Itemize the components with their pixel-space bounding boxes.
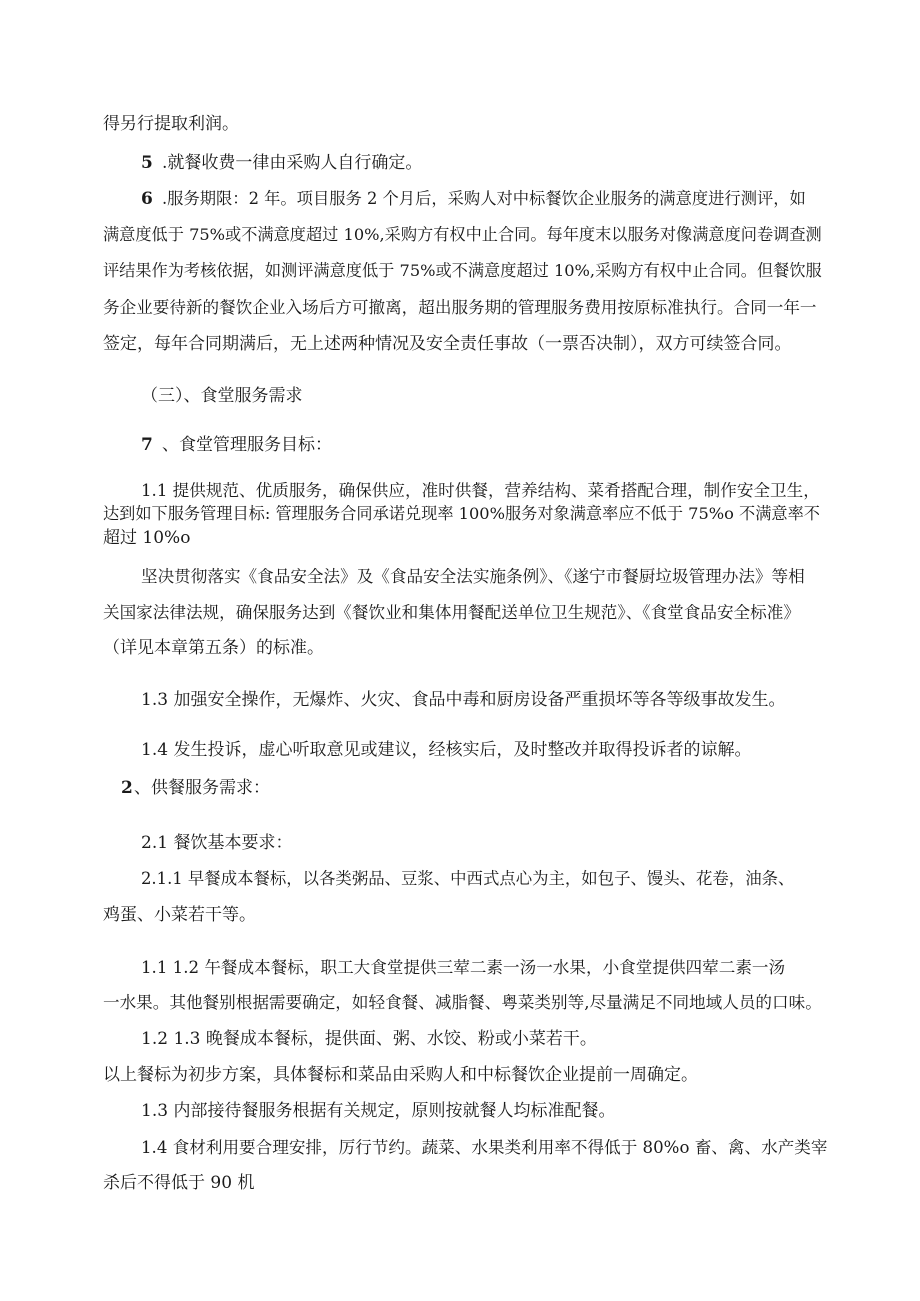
list-number: 6 [141, 189, 153, 209]
section-heading: （三）、食堂服务需求 [141, 386, 303, 406]
text-line: 1.4 食材利用要合理安排，厉行节约。蔬菜、水果类利用率不得低于 80%o 畜、禽、水产类宰 [141, 1138, 828, 1157]
list-number: 7 [141, 435, 153, 455]
text-line: 以上餐标为初步方案，具体餐标和菜品由采购人和中标餐饮企业提前一周确定。 [103, 1065, 698, 1085]
text-line: 2.1.1 早餐成本餐标，以各类粥品、豆浆、中西式点心为主，如包子、馒头、花卷，油条、 [141, 869, 795, 888]
text-line: 评结果作为考核依据，如测评满意度低于 75%或不满意度超过 10%,采购方有权中止合同。但餐饮服 [103, 261, 822, 280]
text-line: 1.4 发生投诉，虚心听取意见或建议，经核实后，及时整改并取得投诉者的谅解。 [141, 740, 752, 760]
text-line: 满意度低于 75%或不满意度超过 10%,采购方有权中止合同。每年度末以服务对像满意度问卷调查测 [103, 225, 822, 244]
text-line: .服务期限：2 年。项目服务 2 个月后，采购人对中标餐饮企业服务的满意度进行测评，如 [162, 189, 806, 208]
text-line: 、食堂管理服务目标： [162, 435, 332, 455]
text-line: 1.3 内部接待餐服务根据有关规定，原则按就餐人均标准配餐。 [141, 1101, 616, 1121]
text-line: 签定，每年合同期满后，无上述两种情况及安全责任事故（一票否决制），双方可续签合同。 [103, 334, 792, 354]
text-line: 1.1 提供规范、优质服务，确保供应，准时供餐，营养结构、菜肴搭配合理，制作安全卫生， [141, 481, 820, 500]
text-line: 一水果。其他餐别根据需要确定，如轻食餐、减脂餐、粤菜类别等,尽量满足不同地域人员的口味。 [103, 993, 822, 1012]
text-line: 达到如下服务管理目标: 管理服务合同承诺兑现率 100%服务对象满意率应不低于 75%o 不满意率不 [103, 504, 820, 523]
text-line: 超过 10%o [103, 528, 191, 548]
text-line: 务企业要待新的餐饮企业入场后方可撤离，超出服务期的管理服务费用按原标准执行。合同一年一 [103, 298, 817, 317]
text-line: 杀后不得低于 90 机 [103, 1173, 255, 1193]
text-line: 、供餐服务需求： [134, 778, 270, 798]
list-number: 2 [121, 778, 133, 798]
text-line: 得另行提取利润。 [103, 114, 239, 134]
text-line: 鸡蛋、小菜若干等。 [103, 905, 256, 925]
list-number: 5 [141, 153, 153, 173]
text-line: 坚决贯彻落实《食品安全法》及《食品安全法实施条例》、《遂宁市餐厨垃圾管理办法》等相 [141, 567, 805, 586]
text-line: 1.1 1.2 午餐成本餐标，职工大食堂提供三荤二素一汤一水果，小食堂提供四荤二素一汤 [141, 958, 786, 977]
text-line: 2.1 餐饮基本要求： [141, 833, 293, 853]
text-line: 关国家法律法规，确保服务达到《餐饮业和集体用餐配送单位卫生规范》、《食堂食品安全标准》 [103, 603, 800, 622]
text-line: 1.2 1.3 晚餐成本餐标，提供面、粥、水饺、粉或小菜若干。 [141, 1029, 597, 1049]
text-line: （详见本章第五条）的标准。 [103, 638, 324, 658]
text-line: .就餐收费一律由采购人自行确定。 [162, 153, 423, 173]
text-line: 1.3 加强安全操作，无爆炸、火灾、食品中毒和厨房设备严重损坏等各等级事故发生。 [141, 690, 786, 710]
